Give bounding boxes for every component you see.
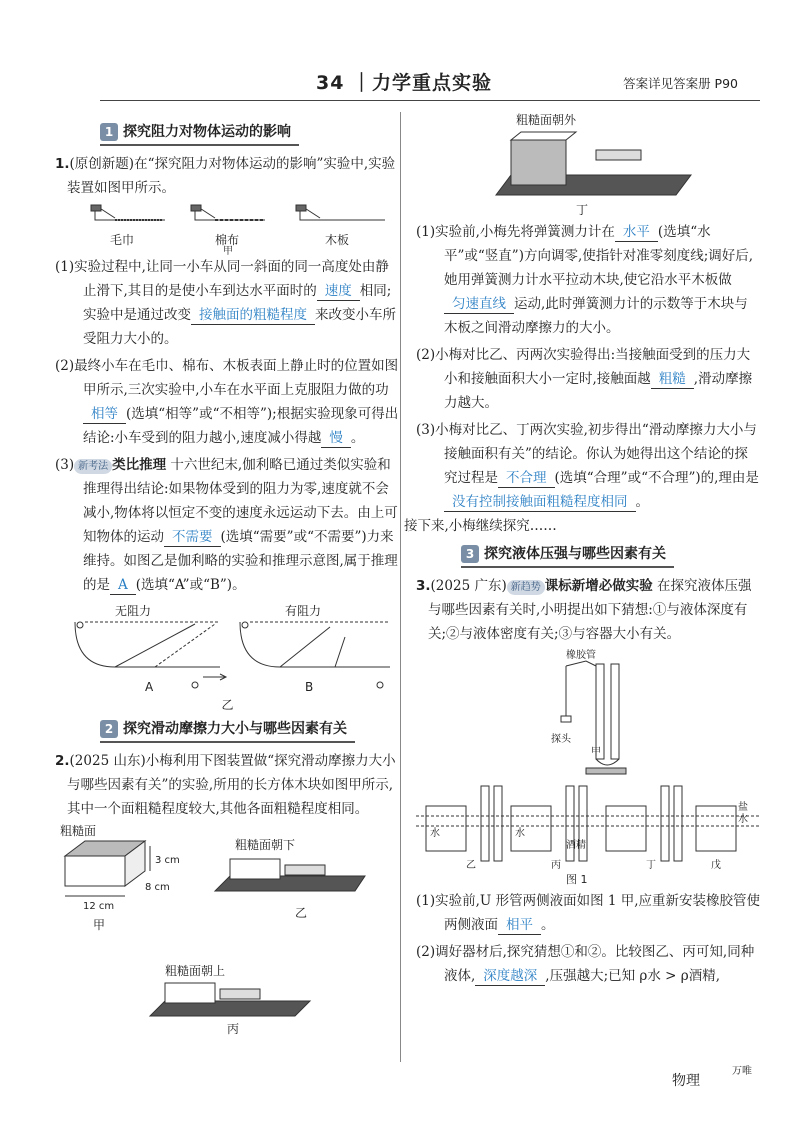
- answer-blank: 不合理: [498, 469, 555, 488]
- q1-part-1: [55, 255, 400, 351]
- q2-part-3: [416, 418, 761, 514]
- question-1-stem: [55, 152, 400, 200]
- label-probe: 探头: [551, 734, 571, 745]
- figure-2-ding: [416, 110, 761, 217]
- new-trend-tag: 新趋势: [507, 580, 545, 595]
- q3-part-2: [416, 940, 761, 988]
- label-rough-up: 粗糙面朝上: [165, 964, 226, 978]
- answer-blank: 没有控制接触面粗糙程度相同: [444, 493, 636, 512]
- liquid-pressure-diagram: [416, 646, 761, 886]
- text: 十六世纪末,伽利略已通过类似实验和推理得出结论:如果物体受到的阻力为零,速度就不会减小,物体将以恒定不变的速度永远运动下去。由上可知物体的运动: [83, 457, 398, 545]
- section-heading-2: [100, 717, 355, 743]
- answer-blank: 接触面的粗糙程度: [191, 306, 315, 325]
- label-alcohol: 酒精: [566, 840, 586, 851]
- question-text: (2025 山东)小梅利用下图装置做“探究滑动摩擦力大小与哪些因素有关”的实验,所用的长方体木块如图甲所示,其中一个面粗糙程度较大,其他各面粗糙程度相同。: [67, 753, 396, 817]
- figure-3: [416, 646, 761, 886]
- text: (2)最终小车在毛巾、棉布、木板表面上静止时的位置如图甲所示,三次实验中,小车在水平面上克服阻力做的功: [55, 358, 399, 398]
- header-divider: [100, 100, 760, 101]
- figure-2-blocks: [55, 821, 400, 1036]
- text: 运动,此时弹簧测力计的示数等于木块与木板之间滑动摩擦力的大小。: [444, 296, 748, 336]
- fig-label-b: B: [305, 680, 314, 694]
- q1-part-2: [55, 354, 400, 450]
- question-text: (原创新题)在“探究阻力对物体运动的影响”实验中,实验装置如图甲所示。: [67, 156, 396, 196]
- text: 来改变小车所受阻力大小的。: [83, 307, 396, 347]
- answer-blank: 匀速直线: [444, 295, 514, 314]
- question-2-stem: [55, 749, 400, 821]
- text: (选填“需要”或“不需要”)力来维持。如图乙是伽利略的实验和推理示意图,属于推理的是: [83, 529, 398, 593]
- text: 相同;实验中是通过改变: [83, 283, 392, 323]
- text: 在探究液体压强与哪些因素有关时,小明提出如下猜想:①与液体深度有关;②与液体密度有关;③与容器大小有关。: [428, 578, 752, 642]
- label-12cm: 12 cm: [83, 901, 115, 912]
- fig-caption-yi: 乙: [221, 698, 234, 712]
- fig-caption: 甲: [223, 246, 233, 257]
- section-heading-3: [461, 542, 674, 568]
- answer-blank: 慢: [321, 429, 351, 448]
- column-divider: [400, 112, 401, 1062]
- figure-1-yi: [55, 597, 400, 693]
- label-3cm: 3 cm: [155, 855, 180, 866]
- text: 。: [541, 917, 555, 933]
- publisher-logo: 万唯: [732, 1066, 752, 1077]
- galileo-diagram: [55, 597, 400, 693]
- label-ding: 丁: [576, 203, 589, 217]
- section-number: 2: [100, 720, 118, 738]
- text: ,压强越大;已知 ρ水 > ρ酒精,: [545, 968, 720, 984]
- left-column: [55, 116, 400, 1036]
- text: (3): [55, 457, 75, 473]
- question-3-stem: [416, 574, 761, 646]
- answer-blank: 速度: [317, 282, 360, 301]
- section-label: 探究阻力对物体运动的影响: [123, 124, 291, 140]
- text: (2)小梅对比乙、丙两次实验得出:当接触面受到的压力大小和接触面积大小一定时,接触面越: [416, 347, 751, 387]
- text: 。: [350, 430, 365, 446]
- label-wu: 戊: [711, 860, 721, 871]
- text: (选填“相等”或“不相等”);根据实验现象可得出结论:小车受到的阻力越小,速度减小得越: [83, 406, 399, 446]
- answer-blank: 水平: [615, 223, 658, 242]
- label-yi: 乙: [295, 906, 308, 920]
- q2-part-1: [416, 220, 761, 340]
- q1-part-3: [55, 453, 400, 597]
- right-column: [404, 110, 761, 988]
- label-bing: 丙: [551, 860, 561, 871]
- label-yi: 乙: [466, 860, 476, 871]
- text: (1)实验过程中,让同一小车从同一斜面的同一高度处由静止滑下,其目的是使小车到达水平面时的: [55, 259, 389, 299]
- figure-1-jia: [55, 200, 400, 257]
- section-heading-1: [100, 120, 299, 146]
- question-number: 2.: [55, 753, 70, 769]
- label-ding: 丁: [646, 860, 656, 871]
- friction-blocks-diagram: [55, 821, 400, 1031]
- page-header: [0, 68, 800, 98]
- label-salt-water: 盐水: [738, 802, 748, 825]
- section-number: 1: [100, 123, 118, 141]
- fig-label-resistance: 有阻力: [285, 604, 322, 618]
- answer-blank: 粗糙: [651, 370, 694, 389]
- q3-part-1: [416, 889, 761, 937]
- text: (选填“合理”或“不合理”)的,理由是: [554, 470, 759, 486]
- section-label: 探究液体压强与哪些因素有关: [484, 546, 666, 562]
- text: (2025 广东): [430, 578, 507, 594]
- fig-label-a: A: [145, 680, 154, 694]
- label-rough-out: 粗糙面朝外: [516, 113, 577, 127]
- text: 。: [635, 494, 649, 510]
- footer-subject: 物理: [672, 1073, 700, 1089]
- label-bing: 丙: [227, 1022, 240, 1036]
- text: (2)调好器材后,探究猜想①和②。比较图乙、丙可知,同种液体,: [416, 944, 755, 984]
- fig-label-board: 木板: [325, 233, 350, 247]
- figure-caption: 图 1: [566, 873, 588, 886]
- label-rough-down: 粗糙面朝下: [235, 838, 296, 852]
- answer-blank: 不需要: [164, 528, 221, 547]
- q2-part-2: [416, 343, 761, 415]
- answer-blank: 相平: [498, 916, 541, 935]
- text: (1)实验前,U 形管两侧液面如图 1 甲,应重新安装橡胶管使两侧液面: [416, 893, 761, 933]
- label-water-2: 水: [515, 828, 525, 839]
- fig-label-cotton: 棉布: [215, 233, 240, 247]
- text: ,滑动摩擦力越大。: [444, 371, 753, 411]
- answer-blank: A: [110, 576, 136, 595]
- answer-blank: 相等: [83, 405, 126, 424]
- text: (选填“A”或“B”)。: [135, 577, 246, 593]
- label-jia: 甲: [93, 918, 106, 932]
- bold-label: 课标新增必做实验: [544, 578, 653, 594]
- answer-blank: 深度越深: [475, 967, 545, 986]
- question-number: 1.: [55, 156, 70, 172]
- answer-reference: 答案详见答案册 P90: [623, 76, 738, 91]
- rough-side-out-diagram: [416, 110, 761, 210]
- fig-label-towel: 毛巾: [110, 233, 135, 247]
- label-8cm: 8 cm: [145, 882, 170, 893]
- label-jia: 甲: [591, 747, 601, 758]
- text: (3)小梅对比乙、丁两次实验,初步得出“滑动摩擦力大小与接触面积有关”的结论。你认为她得出这个结论的探究过程是: [416, 422, 757, 486]
- fig-label-no-resistance: 无阻力: [115, 604, 152, 618]
- label-water-1: 水: [430, 828, 440, 839]
- label-rubber-tube: 橡胶管: [566, 650, 596, 661]
- text: (选填“水平”或“竖直”)方向调零,使指针对准零刻度线;调好后,她用弹簧测力计水平拉动木块,使它沿水平木板做: [444, 224, 754, 288]
- section-label: 探究滑动摩擦力大小与哪些因素有关: [123, 721, 347, 737]
- label-rough-surface: 粗糙面: [60, 824, 97, 838]
- question-number: 3.: [416, 578, 431, 594]
- bold-label: 类比推理: [112, 457, 167, 473]
- text: (1)实验前,小梅先将弹簧测力计在: [416, 224, 615, 240]
- q2-tail: 接下来,小梅继续探究……: [404, 518, 557, 534]
- section-number: 3: [461, 545, 479, 563]
- new-method-tag: 新考法: [74, 459, 112, 474]
- page-title: 34 ｜力学重点实验: [316, 72, 493, 94]
